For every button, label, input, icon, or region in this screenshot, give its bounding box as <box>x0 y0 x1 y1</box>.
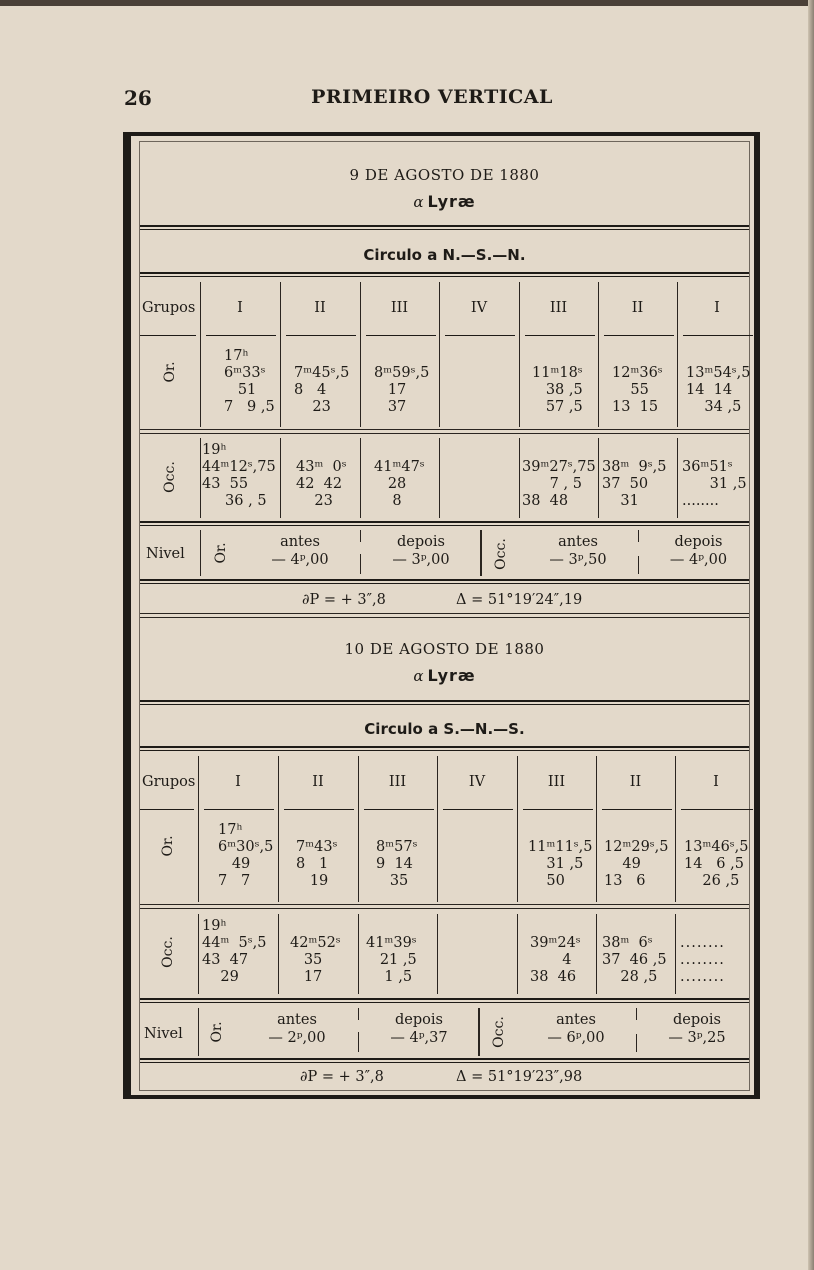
occ-col-2: 43ᵐ 0ˢ 42 42 23 <box>296 459 347 509</box>
col-header: IV <box>470 300 488 316</box>
header-underline <box>284 809 354 810</box>
circle-orientation: Circulo a N.—S.—N. <box>363 246 526 264</box>
col-sep <box>439 438 440 518</box>
col-header: I <box>714 300 720 316</box>
or-label: Or. <box>162 361 178 383</box>
col-header: II <box>631 300 644 316</box>
nivel-or-antes: — 2ᵖ,00 <box>268 1030 326 1046</box>
col-header: II <box>629 774 642 790</box>
col-sep <box>358 914 359 994</box>
col-sep <box>480 530 482 576</box>
col-sep <box>278 914 279 994</box>
nivel-or-label: Or. <box>209 1021 225 1043</box>
header-underline <box>140 809 194 810</box>
rule <box>140 225 749 230</box>
page-number: 26 <box>124 86 152 110</box>
observation-date: 10 DE AGOSTO DE 1880 <box>344 640 545 658</box>
running-title: PRIMEIRO VERTICAL <box>311 86 553 108</box>
col-sep <box>280 438 281 518</box>
nivel-or-depois-label: depois <box>395 1012 443 1028</box>
rule <box>140 746 749 751</box>
header-underline <box>604 335 674 336</box>
nivel-or-depois: — 4ᵖ,37 <box>390 1030 448 1046</box>
star-label: Lyræ <box>427 666 476 685</box>
occ-col-1: 19ʰ 44ᵐ 5ˢ,5 43 47 29 <box>202 918 267 985</box>
col-sep <box>517 914 518 994</box>
col-header: IV <box>468 774 486 790</box>
header-underline <box>366 335 436 336</box>
col-header: III <box>549 300 568 316</box>
occ-col-7: 36ᵐ51ˢ 31 ,5 ........ <box>682 459 747 509</box>
observation-date: 9 DE AGOSTO DE 1880 <box>349 166 540 184</box>
col-sep <box>519 438 520 518</box>
col-sep <box>358 1008 359 1020</box>
nivel-occ-depois: — 3ᵖ,25 <box>668 1030 726 1046</box>
or-col-3: 8ᵐ59ˢ,5 17 37 <box>374 365 430 415</box>
observation-aug-9 <box>140 142 749 612</box>
col-sep <box>478 1008 480 1056</box>
occ-col-1: 19ʰ 44ᵐ12ˢ,75 43 55 36 , 5 <box>202 442 276 509</box>
header-underline <box>204 809 274 810</box>
nivel-occ-label: Occ. <box>491 1016 507 1048</box>
dp-value: ∂P = + 3″,8 <box>300 1069 384 1085</box>
delta-value: Δ = 51°19′23″,98 <box>456 1069 583 1085</box>
col-sep <box>198 1008 199 1056</box>
nivel-occ-antes: — 3ᵖ,50 <box>549 552 607 568</box>
col-header: I <box>713 774 719 790</box>
occ-col-3: 41ᵐ47ˢ 28 8 <box>374 459 425 509</box>
header-underline <box>286 335 356 336</box>
rule <box>140 521 749 526</box>
col-sep <box>677 438 678 518</box>
col-sep <box>636 1034 637 1052</box>
or-col-2: 7ᵐ43ˢ 8 1 19 <box>296 839 338 889</box>
occ-label: Occ. <box>162 461 178 493</box>
or-col-3: 8ᵐ57ˢ 9 14 35 <box>376 839 418 889</box>
dp-value: ∂P = + 3″,8 <box>302 592 386 608</box>
star-alpha: α <box>413 667 424 685</box>
header-underline <box>140 335 196 336</box>
col-sep <box>598 438 599 518</box>
col-sep <box>596 914 597 994</box>
or-col-5: 11ᵐ18ˢ 38 ,5 57 ,5 <box>532 365 583 415</box>
star-label: Lyræ <box>427 192 476 211</box>
delta-value: Δ = 51°19′24″,19 <box>456 592 583 608</box>
col-sep <box>198 914 199 994</box>
col-sep <box>360 530 361 542</box>
or-col-1: 17ʰ 6ᵐ33ˢ 51 7 9 ,5 <box>224 348 275 415</box>
nivel-occ-depois-label: depois <box>674 534 723 550</box>
header-underline <box>206 335 276 336</box>
col-sep <box>360 438 361 518</box>
star-name <box>140 666 749 686</box>
nivel-or-label: Or. <box>213 542 229 564</box>
header-underline <box>525 335 595 336</box>
occ-col-3: 41ᵐ39ˢ 21 ,5 1 ,5 <box>366 935 417 985</box>
occ-col-2: 42ᵐ52ˢ 35 17 <box>290 935 341 985</box>
page-header <box>124 84 740 114</box>
nivel-occ-depois-label: depois <box>673 1012 721 1028</box>
star-alpha: α <box>413 193 424 211</box>
groups-label: Grupos <box>142 300 196 316</box>
rule <box>140 1058 749 1063</box>
page-right-edge <box>808 0 814 1270</box>
or-col-6: 12ᵐ36ˢ 55 13 15 <box>612 365 663 415</box>
occ-col-5: 39ᵐ24ˢ 4 38 46 <box>530 935 581 985</box>
nivel-or-antes-label: antes <box>280 534 320 550</box>
col-sep <box>358 1032 359 1052</box>
table-inner <box>139 141 750 1091</box>
rule <box>140 429 749 434</box>
groups-label: Grupos <box>142 774 196 790</box>
nivel-label: Nivel <box>146 546 185 562</box>
col-sep <box>638 556 639 574</box>
header-underline <box>364 809 434 810</box>
col-header: III <box>547 774 566 790</box>
occ-col-5: 39ᵐ27ˢ,75 7 , 5 38 48 <box>522 459 596 509</box>
col-header: II <box>312 774 324 790</box>
col-header: I <box>235 774 241 790</box>
col-header: I <box>237 300 243 316</box>
table-frame <box>123 132 760 1099</box>
nivel-occ-depois: — 4ᵖ,00 <box>669 552 728 568</box>
col-sep <box>675 914 676 994</box>
col-header: III <box>390 300 409 316</box>
occ-label: Occ. <box>160 936 176 968</box>
header-underline <box>523 809 593 810</box>
nivel-occ-label: Occ. <box>493 538 509 570</box>
nivel-or-depois: — 3ᵖ,00 <box>392 552 450 568</box>
observation-aug-10 <box>140 616 749 1096</box>
or-col-7: 13ᵐ54ˢ,5 14 14 34 ,5 <box>686 365 751 415</box>
or-col-6: 12ᵐ29ˢ,5 49 13 6 <box>604 839 669 889</box>
col-header: II <box>314 300 326 316</box>
header-underline <box>681 809 753 810</box>
nivel-occ-antes-label: antes <box>558 534 598 550</box>
col-sep <box>360 554 361 574</box>
col-sep <box>636 1008 637 1020</box>
rule <box>140 998 749 1003</box>
star-name <box>140 192 749 212</box>
or-label: Or. <box>160 835 176 857</box>
nivel-label: Nivel <box>144 1026 183 1042</box>
page-top-edge <box>0 0 814 6</box>
nivel-or-depois-label: depois <box>397 534 445 550</box>
or-col-7: 13ᵐ46ˢ,5 14 6 ,5 26 ,5 <box>684 839 749 889</box>
header-underline <box>683 335 753 336</box>
or-col-2: 7ᵐ45ˢ,5 8 4 23 <box>294 365 350 415</box>
nivel-occ-antes: — 6ᵖ,00 <box>547 1030 605 1046</box>
header-underline <box>602 809 672 810</box>
nivel-or-antes-label: antes <box>277 1012 317 1028</box>
col-header: III <box>388 774 407 790</box>
occ-col-6: 38ᵐ 6ˢ 37 46 ,5 28 ,5 <box>602 935 667 985</box>
or-col-1: 17ʰ 6ᵐ30ˢ,5 49 7 7 <box>218 822 274 889</box>
header-underline <box>443 809 513 810</box>
rule <box>140 700 749 705</box>
or-col-5: 11ᵐ11ˢ,5 31 ,5 50 <box>528 839 593 889</box>
rule <box>140 904 749 909</box>
col-sep <box>437 914 438 994</box>
col-sep <box>200 438 201 518</box>
col-sep <box>200 530 201 576</box>
occ-col-7: ........ ........ ........ <box>680 935 725 985</box>
nivel-or-antes: — 4ᵖ,00 <box>271 552 329 568</box>
nivel-occ-antes-label: antes <box>556 1012 596 1028</box>
header-underline <box>445 335 515 336</box>
col-sep <box>638 530 639 542</box>
rule <box>140 272 749 277</box>
occ-col-6: 38ᵐ 9ˢ,5 37 50 31 <box>602 459 667 509</box>
circle-orientation: Circulo a S.—N.—S. <box>364 720 525 738</box>
rule <box>140 579 749 584</box>
